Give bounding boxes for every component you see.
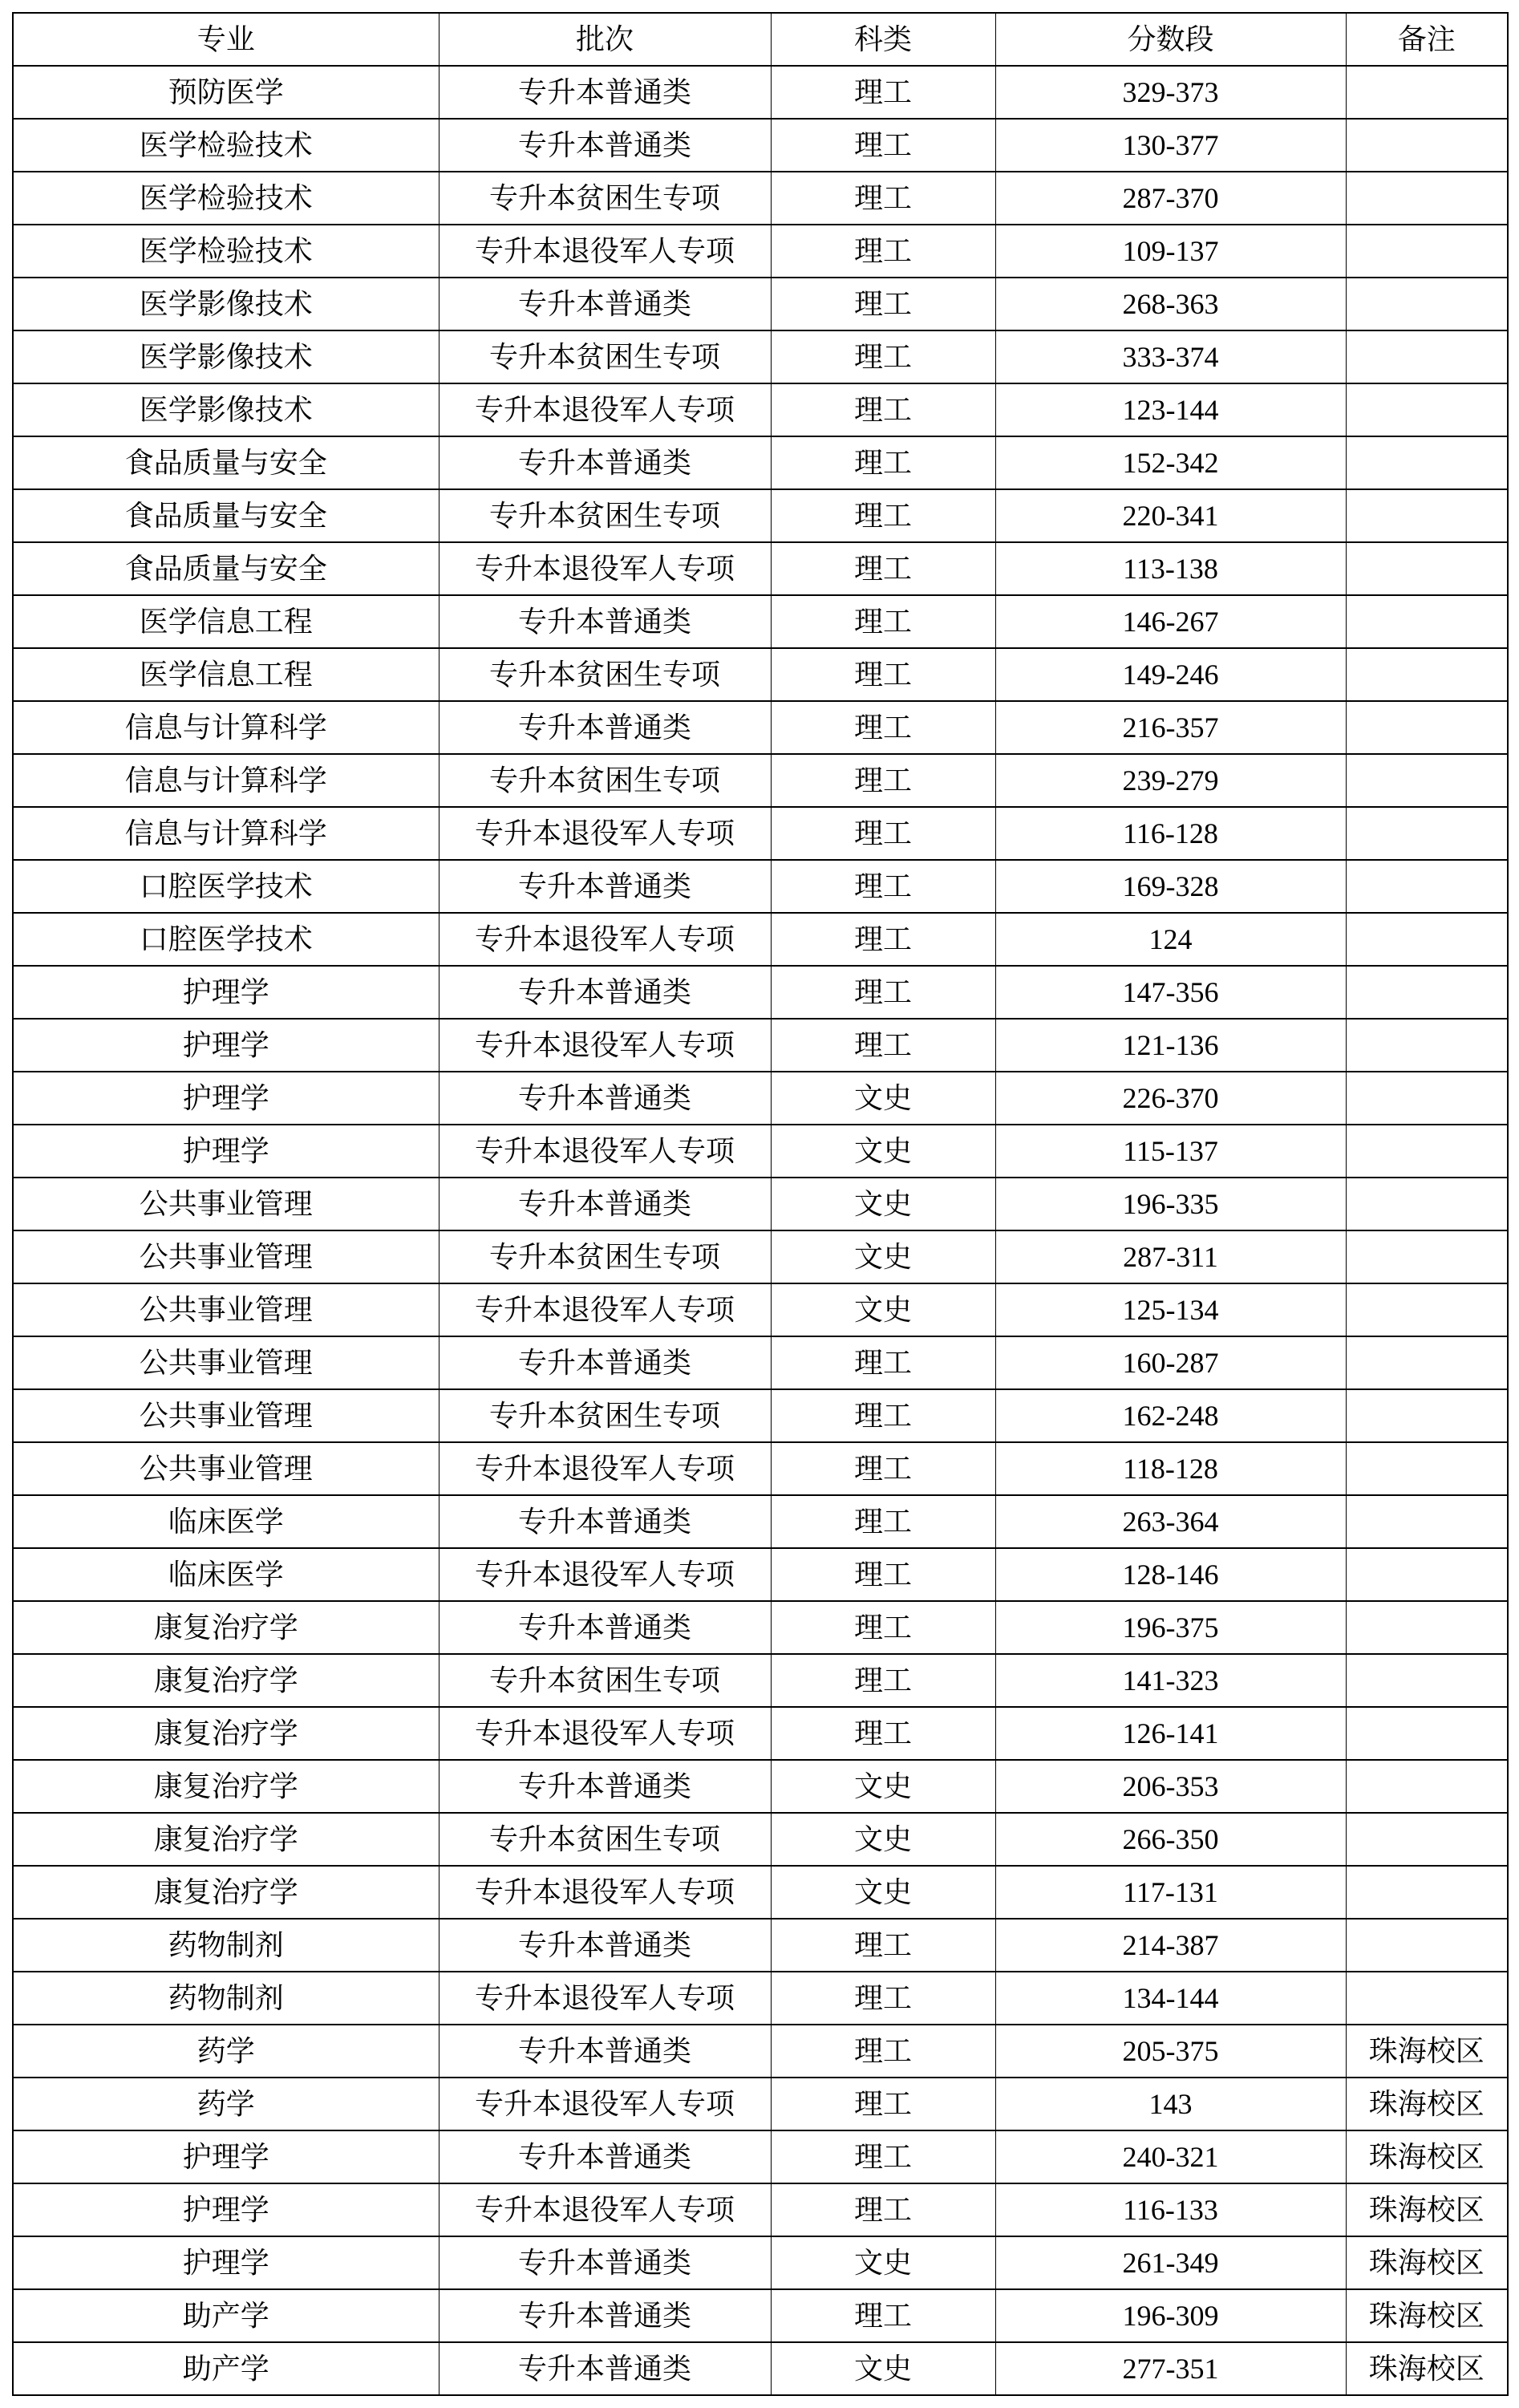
- table-row: [13, 2289, 1508, 2342]
- header-note: 备注: [1346, 13, 1508, 66]
- cell-subject: 理工: [771, 2289, 995, 2342]
- cell-major: 康复治疗学: [13, 1654, 439, 1707]
- cell-subject: 文史: [771, 1760, 995, 1813]
- cell-score-range: 134-144: [995, 1972, 1346, 2025]
- cell-note: [1346, 807, 1508, 860]
- cell-subject: 理工: [771, 119, 995, 172]
- cell-batch: 专升本退役军人专项: [439, 542, 771, 595]
- cell-note: 珠海校区: [1346, 2025, 1508, 2078]
- cell-score-range: 333-374: [995, 330, 1346, 383]
- table-row: [13, 1495, 1508, 1548]
- cell-subject: 文史: [771, 1125, 995, 1178]
- cell-major: 信息与计算科学: [13, 701, 439, 754]
- cell-major: 药物制剂: [13, 1919, 439, 1972]
- table-row: [13, 489, 1508, 542]
- table-row: [13, 595, 1508, 648]
- cell-batch: 专升本退役军人专项: [439, 1866, 771, 1919]
- cell-major: 信息与计算科学: [13, 754, 439, 807]
- cell-major: 护理学: [13, 1072, 439, 1125]
- table-row: [13, 225, 1508, 278]
- cell-major: 康复治疗学: [13, 1866, 439, 1919]
- table-row: [13, 648, 1508, 701]
- cell-major: 护理学: [13, 1125, 439, 1178]
- table-header: [13, 13, 1508, 66]
- cell-note: [1346, 860, 1508, 913]
- cell-score-range: 205-375: [995, 2025, 1346, 2078]
- cell-score-range: 240-321: [995, 2130, 1346, 2183]
- cell-batch: 专升本普通类: [439, 860, 771, 913]
- table-row: [13, 807, 1508, 860]
- cell-major: 公共事业管理: [13, 1283, 439, 1336]
- table-row: [13, 1125, 1508, 1178]
- cell-batch: 专升本退役军人专项: [439, 1125, 771, 1178]
- cell-subject: 文史: [771, 1178, 995, 1230]
- cell-note: [1346, 1019, 1508, 1072]
- cell-subject: 理工: [771, 1548, 995, 1601]
- cell-score-range: 160-287: [995, 1336, 1346, 1389]
- cell-score-range: 116-128: [995, 807, 1346, 860]
- cell-batch: 专升本普通类: [439, 436, 771, 489]
- cell-batch: 专升本贫困生专项: [439, 1230, 771, 1283]
- cell-subject: 理工: [771, 278, 995, 330]
- cell-subject: 理工: [771, 489, 995, 542]
- cell-batch: 专升本退役军人专项: [439, 1972, 771, 2025]
- cell-subject: 文史: [771, 1813, 995, 1866]
- cell-note: 珠海校区: [1346, 2236, 1508, 2289]
- table-row: [13, 860, 1508, 913]
- table-row: [13, 1919, 1508, 1972]
- header-subject: 科类: [771, 13, 995, 66]
- cell-subject: 理工: [771, 648, 995, 701]
- cell-subject: 理工: [771, 225, 995, 278]
- table-row: [13, 1866, 1508, 1919]
- cell-score-range: 287-370: [995, 172, 1346, 225]
- cell-note: [1346, 1972, 1508, 2025]
- cell-major: 药物制剂: [13, 1972, 439, 2025]
- cell-note: [1346, 1336, 1508, 1389]
- cell-note: [1346, 383, 1508, 436]
- cell-note: [1346, 1072, 1508, 1125]
- cell-batch: 专升本退役军人专项: [439, 225, 771, 278]
- cell-batch: 专升本普通类: [439, 119, 771, 172]
- cell-subject: 理工: [771, 913, 995, 966]
- table-row: [13, 66, 1508, 119]
- cell-score-range: 128-146: [995, 1548, 1346, 1601]
- cell-score-range: 226-370: [995, 1072, 1346, 1125]
- cell-note: [1346, 278, 1508, 330]
- table-row: [13, 2025, 1508, 2078]
- cell-batch: 专升本贫困生专项: [439, 1813, 771, 1866]
- table-row: [13, 1548, 1508, 1601]
- cell-score-range: 143: [995, 2078, 1346, 2130]
- cell-score-range: 162-248: [995, 1389, 1346, 1442]
- cell-subject: 理工: [771, 966, 995, 1019]
- cell-score-range: 113-138: [995, 542, 1346, 595]
- cell-subject: 理工: [771, 330, 995, 383]
- cell-subject: 理工: [771, 1495, 995, 1548]
- cell-batch: 专升本普通类: [439, 278, 771, 330]
- cell-batch: 专升本退役军人专项: [439, 1548, 771, 1601]
- table-row: [13, 1442, 1508, 1495]
- cell-major: 公共事业管理: [13, 1178, 439, 1230]
- cell-subject: 理工: [771, 2183, 995, 2236]
- cell-note: [1346, 1601, 1508, 1654]
- table-row: [13, 1072, 1508, 1125]
- table-row: [13, 2078, 1508, 2130]
- cell-subject: 文史: [771, 1866, 995, 1919]
- cell-subject: 理工: [771, 66, 995, 119]
- table-row: [13, 913, 1508, 966]
- cell-note: [1346, 172, 1508, 225]
- cell-score-range: 146-267: [995, 595, 1346, 648]
- cell-score-range: 125-134: [995, 1283, 1346, 1336]
- cell-major: 食品质量与安全: [13, 489, 439, 542]
- cell-note: 珠海校区: [1346, 2289, 1508, 2342]
- cell-score-range: 268-363: [995, 278, 1346, 330]
- cell-batch: 专升本普通类: [439, 1760, 771, 1813]
- cell-score-range: 214-387: [995, 1919, 1346, 1972]
- cell-major: 医学影像技术: [13, 330, 439, 383]
- cell-note: [1346, 330, 1508, 383]
- cell-subject: 理工: [771, 1442, 995, 1495]
- cell-batch: 专升本贫困生专项: [439, 172, 771, 225]
- table-row: [13, 172, 1508, 225]
- cell-batch: 专升本普通类: [439, 1919, 771, 1972]
- cell-subject: 理工: [771, 1336, 995, 1389]
- cell-subject: 理工: [771, 1654, 995, 1707]
- cell-major: 预防医学: [13, 66, 439, 119]
- cell-major: 临床医学: [13, 1495, 439, 1548]
- cell-subject: 文史: [771, 2342, 995, 2395]
- cell-score-range: 239-279: [995, 754, 1346, 807]
- cell-note: [1346, 1178, 1508, 1230]
- cell-batch: 专升本退役军人专项: [439, 1442, 771, 1495]
- cell-note: [1346, 1495, 1508, 1548]
- cell-note: 珠海校区: [1346, 2078, 1508, 2130]
- cell-score-range: 124: [995, 913, 1346, 966]
- cell-note: [1346, 1230, 1508, 1283]
- cell-note: [1346, 966, 1508, 1019]
- cell-batch: 专升本普通类: [439, 2289, 771, 2342]
- cell-note: [1346, 225, 1508, 278]
- cell-batch: 专升本普通类: [439, 2342, 771, 2395]
- cell-batch: 专升本普通类: [439, 1495, 771, 1548]
- cell-batch: 专升本退役军人专项: [439, 2183, 771, 2236]
- cell-score-range: 126-141: [995, 1707, 1346, 1760]
- cell-score-range: 141-323: [995, 1654, 1346, 1707]
- cell-subject: 理工: [771, 2078, 995, 2130]
- table-row: [13, 2236, 1508, 2289]
- table-row: [13, 383, 1508, 436]
- cell-major: 食品质量与安全: [13, 542, 439, 595]
- cell-major: 康复治疗学: [13, 1707, 439, 1760]
- table-row: [13, 1972, 1508, 2025]
- cell-subject: 理工: [771, 1707, 995, 1760]
- cell-note: [1346, 489, 1508, 542]
- cell-subject: 理工: [771, 172, 995, 225]
- cell-major: 康复治疗学: [13, 1760, 439, 1813]
- table-row: [13, 1019, 1508, 1072]
- cell-major: 助产学: [13, 2289, 439, 2342]
- cell-note: [1346, 1707, 1508, 1760]
- cell-batch: 专升本贫困生专项: [439, 754, 771, 807]
- table-row: [13, 1389, 1508, 1442]
- table-row: [13, 966, 1508, 1019]
- cell-note: [1346, 1283, 1508, 1336]
- cell-major: 护理学: [13, 2130, 439, 2183]
- cell-major: 医学信息工程: [13, 648, 439, 701]
- cell-subject: 理工: [771, 383, 995, 436]
- cell-note: [1346, 119, 1508, 172]
- cell-major: 护理学: [13, 966, 439, 1019]
- cell-note: [1346, 1760, 1508, 1813]
- cell-subject: 理工: [771, 436, 995, 489]
- table-row: [13, 1760, 1508, 1813]
- table-row: [13, 1336, 1508, 1389]
- cell-batch: 专升本贫困生专项: [439, 648, 771, 701]
- cell-note: [1346, 701, 1508, 754]
- cell-batch: 专升本退役军人专项: [439, 1019, 771, 1072]
- cell-major: 公共事业管理: [13, 1230, 439, 1283]
- cell-subject: 理工: [771, 807, 995, 860]
- table-row: [13, 542, 1508, 595]
- cell-note: [1346, 754, 1508, 807]
- table-row: [13, 1707, 1508, 1760]
- cell-batch: 专升本贫困生专项: [439, 1654, 771, 1707]
- cell-major: 康复治疗学: [13, 1601, 439, 1654]
- cell-score-range: 109-137: [995, 225, 1346, 278]
- cell-note: 珠海校区: [1346, 2342, 1508, 2395]
- table-row: [13, 1283, 1508, 1336]
- cell-batch: 专升本退役军人专项: [439, 383, 771, 436]
- cell-note: [1346, 66, 1508, 119]
- cell-major: 信息与计算科学: [13, 807, 439, 860]
- cell-batch: 专升本普通类: [439, 1336, 771, 1389]
- cell-batch: 专升本普通类: [439, 1601, 771, 1654]
- table-body: [13, 66, 1508, 2395]
- cell-subject: 理工: [771, 2130, 995, 2183]
- cell-note: [1346, 648, 1508, 701]
- cell-batch: 专升本退役军人专项: [439, 807, 771, 860]
- cell-score-range: 329-373: [995, 66, 1346, 119]
- cell-score-range: 196-335: [995, 1178, 1346, 1230]
- cell-score-range: 130-377: [995, 119, 1346, 172]
- cell-subject: 理工: [771, 542, 995, 595]
- cell-subject: 文史: [771, 1283, 995, 1336]
- cell-batch: 专升本普通类: [439, 966, 771, 1019]
- cell-note: [1346, 1548, 1508, 1601]
- cell-score-range: 287-311: [995, 1230, 1346, 1283]
- cell-batch: 专升本普通类: [439, 595, 771, 648]
- table-row: [13, 2342, 1508, 2395]
- cell-note: 珠海校区: [1346, 2183, 1508, 2236]
- cell-subject: 理工: [771, 1919, 995, 1972]
- table-row: [13, 701, 1508, 754]
- cell-major: 食品质量与安全: [13, 436, 439, 489]
- cell-subject: 理工: [771, 1019, 995, 1072]
- cell-note: [1346, 542, 1508, 595]
- table-row: [13, 119, 1508, 172]
- cell-major: 口腔医学技术: [13, 913, 439, 966]
- cell-batch: 专升本退役军人专项: [439, 1707, 771, 1760]
- cell-subject: 理工: [771, 2025, 995, 2078]
- cell-score-range: 149-246: [995, 648, 1346, 701]
- cell-score-range: 169-328: [995, 860, 1346, 913]
- cell-note: 珠海校区: [1346, 2130, 1508, 2183]
- cell-subject: 理工: [771, 1972, 995, 2025]
- cell-batch: 专升本普通类: [439, 2025, 771, 2078]
- cell-score-range: 117-131: [995, 1866, 1346, 1919]
- cell-score-range: 121-136: [995, 1019, 1346, 1072]
- cell-score-range: 261-349: [995, 2236, 1346, 2289]
- table-row: [13, 436, 1508, 489]
- header-batch: 批次: [439, 13, 771, 66]
- cell-batch: 专升本普通类: [439, 2130, 771, 2183]
- cell-major: 公共事业管理: [13, 1336, 439, 1389]
- cell-score-range: 196-375: [995, 1601, 1346, 1654]
- cell-major: 康复治疗学: [13, 1813, 439, 1866]
- cell-score-range: 216-357: [995, 701, 1346, 754]
- cell-major: 医学检验技术: [13, 172, 439, 225]
- cell-score-range: 147-356: [995, 966, 1346, 1019]
- cell-subject: 文史: [771, 2236, 995, 2289]
- cell-subject: 理工: [771, 754, 995, 807]
- cell-note: [1346, 1125, 1508, 1178]
- header-row: [13, 13, 1508, 66]
- cell-note: [1346, 1866, 1508, 1919]
- cell-note: [1346, 1919, 1508, 1972]
- cell-major: 药学: [13, 2025, 439, 2078]
- table-row: [13, 278, 1508, 330]
- cell-note: [1346, 1654, 1508, 1707]
- cell-batch: 专升本退役军人专项: [439, 913, 771, 966]
- cell-major: 公共事业管理: [13, 1442, 439, 1495]
- table-row: [13, 1813, 1508, 1866]
- cell-major: 医学检验技术: [13, 225, 439, 278]
- cell-batch: 专升本贫困生专项: [439, 1389, 771, 1442]
- cell-major: 临床医学: [13, 1548, 439, 1601]
- cell-major: 护理学: [13, 2236, 439, 2289]
- cell-score-range: 277-351: [995, 2342, 1346, 2395]
- table-row: [13, 1654, 1508, 1707]
- cell-note: [1346, 595, 1508, 648]
- cell-subject: 理工: [771, 595, 995, 648]
- cell-score-range: 116-133: [995, 2183, 1346, 2236]
- table-row: [13, 1601, 1508, 1654]
- cell-major: 助产学: [13, 2342, 439, 2395]
- cell-score-range: 152-342: [995, 436, 1346, 489]
- cell-batch: 专升本贫困生专项: [439, 489, 771, 542]
- cell-subject: 理工: [771, 1389, 995, 1442]
- header-score-range: 分数段: [995, 13, 1346, 66]
- cell-batch: 专升本普通类: [439, 2236, 771, 2289]
- cell-score-range: 263-364: [995, 1495, 1346, 1548]
- cell-subject: 理工: [771, 1601, 995, 1654]
- cell-major: 护理学: [13, 1019, 439, 1072]
- table-row: [13, 1178, 1508, 1230]
- cell-subject: 理工: [771, 701, 995, 754]
- document-sheet: [12, 12, 1507, 2396]
- cell-note: [1346, 1389, 1508, 1442]
- cell-batch: 专升本退役军人专项: [439, 2078, 771, 2130]
- cell-batch: 专升本普通类: [439, 701, 771, 754]
- cell-major: 药学: [13, 2078, 439, 2130]
- cell-major: 医学影像技术: [13, 383, 439, 436]
- cell-major: 口腔医学技术: [13, 860, 439, 913]
- cell-major: 医学信息工程: [13, 595, 439, 648]
- cell-note: [1346, 436, 1508, 489]
- cell-major: 医学影像技术: [13, 278, 439, 330]
- table-row: [13, 2130, 1508, 2183]
- cell-score-range: 123-144: [995, 383, 1346, 436]
- cell-note: [1346, 913, 1508, 966]
- table-row: [13, 754, 1508, 807]
- cell-score-range: 206-353: [995, 1760, 1346, 1813]
- header-major: 专业: [13, 13, 439, 66]
- cell-score-range: 220-341: [995, 489, 1346, 542]
- cell-score-range: 115-137: [995, 1125, 1346, 1178]
- cell-major: 公共事业管理: [13, 1389, 439, 1442]
- cell-score-range: 266-350: [995, 1813, 1346, 1866]
- table-row: [13, 2183, 1508, 2236]
- cell-subject: 理工: [771, 860, 995, 913]
- cell-batch: 专升本贫困生专项: [439, 330, 771, 383]
- cell-batch: 专升本退役军人专项: [439, 1283, 771, 1336]
- cell-subject: 文史: [771, 1072, 995, 1125]
- table-row: [13, 330, 1508, 383]
- cell-major: 护理学: [13, 2183, 439, 2236]
- cell-batch: 专升本普通类: [439, 66, 771, 119]
- table-row: [13, 1230, 1508, 1283]
- cell-subject: 文史: [771, 1230, 995, 1283]
- cell-major: 医学检验技术: [13, 119, 439, 172]
- cell-score-range: 196-309: [995, 2289, 1346, 2342]
- cell-score-range: 118-128: [995, 1442, 1346, 1495]
- cell-batch: 专升本普通类: [439, 1178, 771, 1230]
- score-table: [12, 12, 1509, 2396]
- cell-note: [1346, 1813, 1508, 1866]
- cell-batch: 专升本普通类: [439, 1072, 771, 1125]
- cell-note: [1346, 1442, 1508, 1495]
